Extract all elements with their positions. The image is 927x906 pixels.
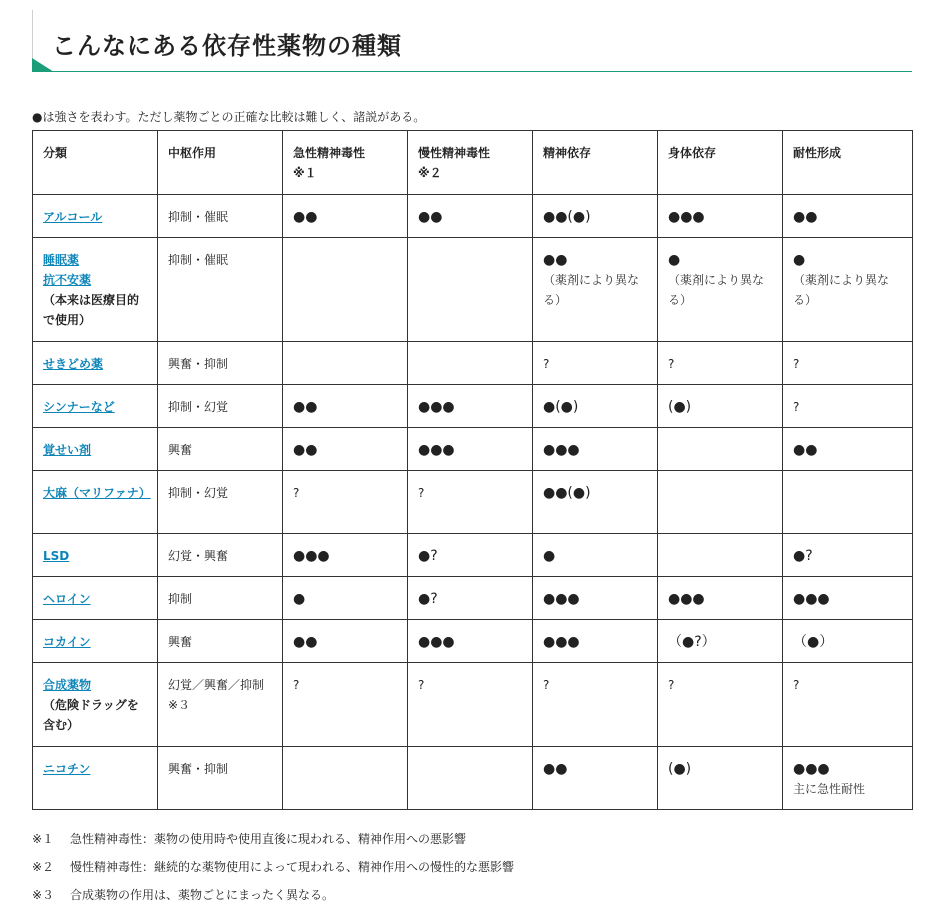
- table-row: [33, 385, 913, 428]
- cell-psych: ?: [533, 663, 658, 747]
- cell-effect: 興奮: [158, 620, 283, 663]
- table-row: [33, 663, 913, 747]
- cell-category: [33, 342, 158, 385]
- table-row: [33, 577, 913, 620]
- cell-chronic: ●?: [408, 577, 533, 620]
- table-header-row: [33, 131, 913, 195]
- cell-chronic: [408, 238, 533, 342]
- cell-tolerance: （●）: [783, 620, 913, 663]
- cell-acute: ●●: [283, 620, 408, 663]
- cell-phys: ● （薬剤により異なる）: [658, 238, 783, 342]
- table-row: [33, 534, 913, 577]
- cell-acute: ●: [283, 577, 408, 620]
- cell-chronic: [408, 342, 533, 385]
- header-note-1: ※１: [293, 166, 317, 180]
- cell-tolerance: ● （薬剤により異なる）: [783, 238, 913, 342]
- drug-link-thinner[interactable]: シンナーなど: [43, 400, 115, 414]
- cell-psych: ●(●): [533, 385, 658, 428]
- cell-chronic: ●●●: [408, 385, 533, 428]
- cell-category: [33, 471, 158, 534]
- drug-link-sleeping-pills[interactable]: 睡眠薬: [43, 253, 80, 267]
- table-row: [33, 342, 913, 385]
- cell-effect: 幻覚／興奮／抑制 ※３: [158, 663, 283, 747]
- cell-tolerance: ?: [783, 342, 913, 385]
- header-category: 分類: [33, 131, 158, 195]
- cell-phys: ●●●: [658, 577, 783, 620]
- cell-tolerance: ●●●: [783, 577, 913, 620]
- cell-note: （薬剤により異なる）: [668, 273, 765, 307]
- drug-link-stimulants[interactable]: 覚せい剤: [43, 443, 92, 457]
- drug-link-heroin[interactable]: ヘロイン: [43, 592, 91, 606]
- cell-effect: 興奮・抑制: [158, 747, 283, 810]
- footnote-3: ※３ 合成薬物の作用は、薬物ごとにまったく異なる。: [32, 888, 335, 902]
- drug-link-lsd[interactable]: LSD: [43, 549, 70, 563]
- drug-note: （本来は医療目的で使用）: [43, 293, 140, 327]
- cell-psych: ●: [533, 534, 658, 577]
- cell-acute: ●●●: [283, 534, 408, 577]
- cell-psych: ●●(●): [533, 471, 658, 534]
- cell-phys: （●?）: [658, 620, 783, 663]
- cell-effect: 抑制: [158, 577, 283, 620]
- cell-acute: ●●: [283, 195, 408, 238]
- cell-phys: (●): [658, 747, 783, 810]
- drug-link-cocaine[interactable]: コカイン: [43, 635, 91, 649]
- header-note-2: ※２: [418, 166, 442, 180]
- cell-phys: ?: [658, 663, 783, 747]
- cell-effect: 興奮: [158, 428, 283, 471]
- header-tolerance: 耐性形成: [783, 131, 913, 195]
- cell-category: [33, 534, 158, 577]
- drug-link-nicotine[interactable]: ニコチン: [43, 762, 91, 776]
- cell-acute: ?: [283, 663, 408, 747]
- cell-tolerance: ●●: [783, 195, 913, 238]
- cell-phys: [658, 471, 783, 534]
- header-acute-toxicity: 急性精神毒性 ※１: [283, 131, 408, 195]
- cell-acute: ●●: [283, 428, 408, 471]
- cell-tolerance: ●?: [783, 534, 913, 577]
- cell-psych: ●●: [533, 747, 658, 810]
- cell-category: [33, 195, 158, 238]
- legend-text: ●は強さを表わす。ただし薬物ごとの正確な比較は難しく、諸説がある。: [32, 110, 426, 124]
- cell-chronic: ●●●: [408, 428, 533, 471]
- table-row: [33, 620, 913, 663]
- table-row: [33, 195, 913, 238]
- cell-category: [33, 620, 158, 663]
- cell-psych: ●●(●): [533, 195, 658, 238]
- cell-chronic: ?: [408, 663, 533, 747]
- cell-effect: 抑制・幻覚: [158, 471, 283, 534]
- cell-chronic: ●●●: [408, 620, 533, 663]
- header-chronic-toxicity: 慢性精神毒性 ※２: [408, 131, 533, 195]
- cell-psych: ●●●: [533, 428, 658, 471]
- cell-phys: [658, 428, 783, 471]
- cell-tolerance: ?: [783, 663, 913, 747]
- cell-chronic: ●?: [408, 534, 533, 577]
- cell-note: （薬剤により異なる）: [793, 273, 890, 307]
- cell-psych: ●●●: [533, 577, 658, 620]
- cell-phys: ?: [658, 342, 783, 385]
- table-row: [33, 238, 913, 342]
- header-phys-dependence: 身体依存: [658, 131, 783, 195]
- title-underline: [32, 71, 912, 72]
- table-row: [33, 428, 913, 471]
- cell-effect: 抑制・幻覚: [158, 385, 283, 428]
- cell-phys: ●●●: [658, 195, 783, 238]
- cell-phys: (●): [658, 385, 783, 428]
- cell-note: 主に急性耐性: [793, 782, 866, 796]
- cell-psych: ●● （薬剤により異なる）: [533, 238, 658, 342]
- drug-link-cough-medicine[interactable]: せきどめ薬: [43, 357, 104, 371]
- cell-tolerance: ?: [783, 385, 913, 428]
- cell-acute: [283, 342, 408, 385]
- title-accent-triangle: [32, 58, 54, 72]
- cell-tolerance: [783, 471, 913, 534]
- cell-effect: 幻覚・興奮: [158, 534, 283, 577]
- drug-link-cannabis[interactable]: 大麻（マリファナ）: [43, 486, 151, 500]
- footnote-2: ※２ 慢性精神毒性：継続的な薬物使用によって現われる、精神作用への慢性的な悪影響: [32, 860, 515, 874]
- drug-note: （危険ドラッグを含む）: [43, 698, 139, 732]
- table-row: [33, 471, 913, 534]
- cell-chronic: [408, 747, 533, 810]
- cell-note: （薬剤により異なる）: [543, 273, 640, 307]
- cell-effect: 興奮・抑制: [158, 342, 283, 385]
- cell-acute: [283, 747, 408, 810]
- cell-phys: [658, 534, 783, 577]
- cell-acute: ●●: [283, 385, 408, 428]
- page-title: こんなにある依存性薬物の種類: [52, 32, 402, 60]
- footnote-1: ※１ 急性精神毒性：薬物の使用時や使用直後に現われる、精神作用への悪影響: [32, 832, 467, 846]
- cell-category: [33, 577, 158, 620]
- table-row: [33, 747, 913, 810]
- cell-effect: 抑制・催眠: [158, 238, 283, 342]
- drug-link-synthetic-drugs[interactable]: 合成薬物: [43, 678, 92, 692]
- cell-category: [33, 385, 158, 428]
- page-title-block: [32, 10, 912, 72]
- effect-note: ※３: [168, 698, 191, 712]
- cell-category: [33, 238, 158, 342]
- cell-tolerance: ●●● 主に急性耐性: [783, 747, 913, 810]
- cell-chronic: ●●: [408, 195, 533, 238]
- drug-link-alcohol[interactable]: アルコール: [43, 210, 103, 224]
- drug-table: [32, 130, 913, 810]
- header-cns-effect: 中枢作用: [158, 131, 283, 195]
- cell-psych: ?: [533, 342, 658, 385]
- cell-category: [33, 663, 158, 747]
- cell-psych: ●●●: [533, 620, 658, 663]
- cell-chronic: ?: [408, 471, 533, 534]
- header-psych-dependence: 精神依存: [533, 131, 658, 195]
- drug-link-anxiolytics[interactable]: 抗不安薬: [43, 273, 92, 287]
- cell-category: [33, 747, 158, 810]
- cell-tolerance: ●●: [783, 428, 913, 471]
- cell-category: [33, 428, 158, 471]
- cell-acute: [283, 238, 408, 342]
- cell-effect: 抑制・催眠: [158, 195, 283, 238]
- cell-acute: ?: [283, 471, 408, 534]
